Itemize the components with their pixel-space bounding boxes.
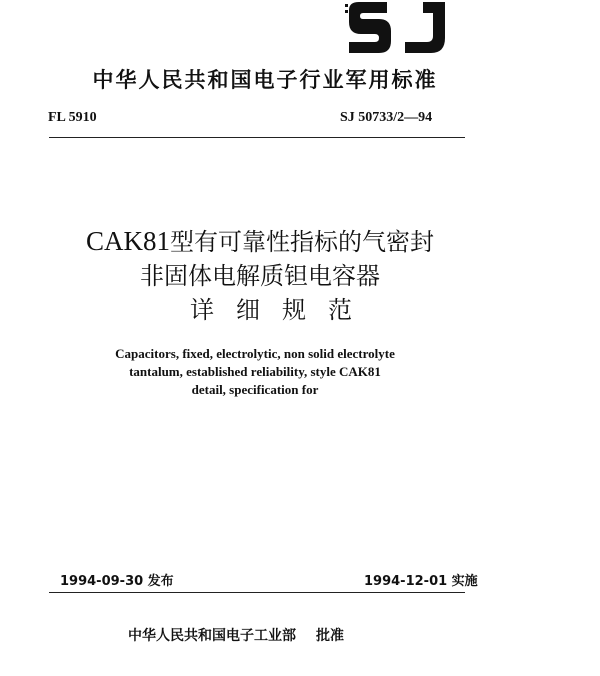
cn-title-line-3: 详细规范 bbox=[190, 296, 374, 324]
sj-logo-icon bbox=[343, 0, 453, 56]
en-title-line-1: Capacitors, fixed, electrolytic, non solid electrolyte bbox=[115, 346, 395, 361]
cn-title-line-1-text: 型有可靠性指标的气密封 bbox=[170, 228, 434, 256]
top-divider bbox=[49, 137, 465, 138]
cn-title-line-2: 非固体电解质钽电容器 bbox=[140, 262, 380, 290]
cn-title-line-1 bbox=[0, 222, 520, 257]
cn-title-model: CAK81 bbox=[85, 226, 170, 256]
classification-code: FL 5910 bbox=[48, 110, 97, 125]
standard-number: SJ 50733/2—94 bbox=[340, 110, 433, 125]
en-title-line-2: tantalum, established reliability, style CAK81 bbox=[129, 364, 381, 379]
organization-title: 中华人民共和国电子行业军用标准 bbox=[92, 68, 438, 92]
approval-action: 批准 bbox=[316, 628, 344, 644]
approving-authority: 中华人民共和国电子工业部 bbox=[128, 628, 296, 644]
en-title-line-3: detail, specification for bbox=[191, 382, 319, 397]
approval-line bbox=[128, 625, 344, 645]
effective-date: 1994-12-01 实施 bbox=[364, 574, 478, 589]
issue-date: 1994-09-30 发布 bbox=[60, 574, 174, 589]
bottom-divider bbox=[49, 592, 465, 593]
